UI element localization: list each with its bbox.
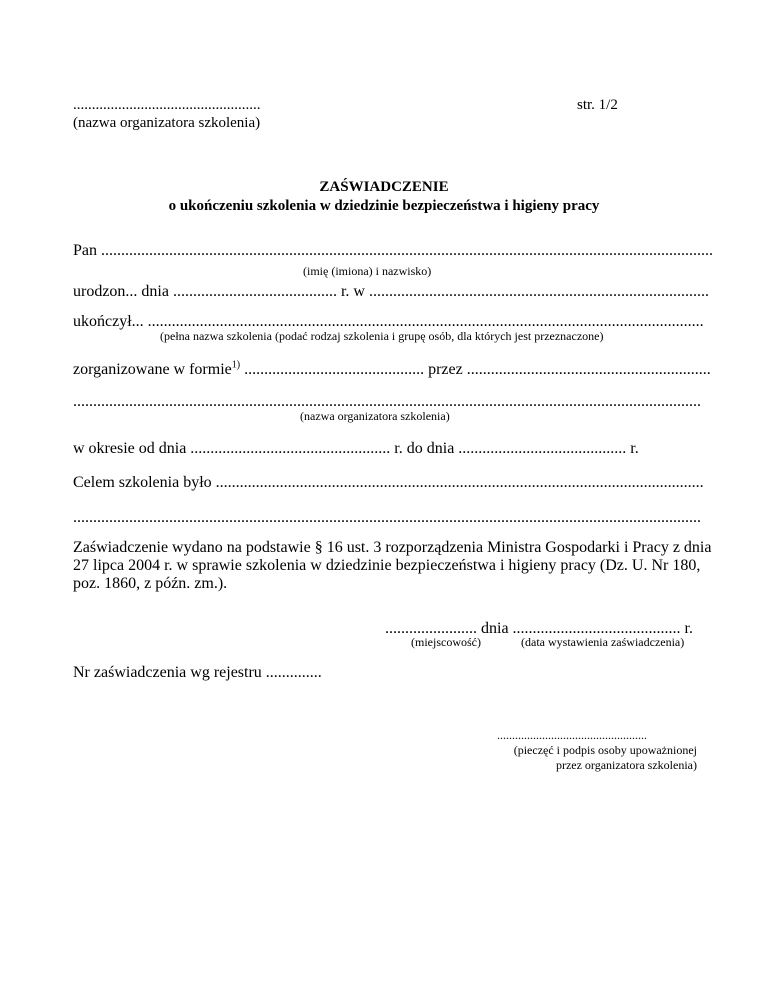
training-purpose-line: Celem szkolenia było .......................................................................................................................... <box>73 474 704 491</box>
document-title: ZAŚWIADCZENIE <box>319 179 449 195</box>
registry-number-line: Nr zaświadczenia wg rejestru .............. <box>73 664 322 681</box>
organizer-caption: (nazwa organizatora szkolenia) <box>300 409 450 423</box>
signature-caption-line-1: (pieczęć i podpis osoby upoważnionej <box>513 743 697 757</box>
legal-basis-line-1: Zaświadczenie wydano na podstawie § 16 ust. 3 rozporządzenia Ministra Gospodarki i Pracy z dnia <box>73 539 712 556</box>
birth-line: urodzon... dnia ......................................... r. w ..................................................................................... <box>73 283 709 300</box>
signature-caption-line-2: przez organizatora szkolenia) <box>555 758 697 772</box>
date-caption: (data wystawienia zaświadczenia) <box>521 635 685 649</box>
page-number: str. 1/2 <box>577 97 618 113</box>
training-purpose-line-2: ............................................................................................................................................................. <box>73 509 701 526</box>
signature-field: .................................................. <box>497 728 647 742</box>
legal-basis-line-2: 27 lipca 2004 r. w sprawie szkolenia w dziedzinie bezpieczeństwa i higieny pracy (Dz. U. Nr 180, <box>73 557 701 574</box>
name-caption: (imię (imiona) i nazwisko) <box>303 264 432 278</box>
training-form-line <box>73 359 711 378</box>
training-form-dots: ............................................. przez ............................................................. <box>240 361 711 378</box>
organizer-name-field: .................................................. <box>73 97 261 113</box>
organizer-name-caption: (nazwa organizatora szkolenia) <box>73 115 261 131</box>
legal-basis-line-3: poz. 1860, z późn. zm.). <box>73 575 228 592</box>
training-name-caption: (pełna nazwa szkolenia (podać rodzaj szkolenia i grupę osób, dla których jest przeznaczone) <box>160 329 604 343</box>
place-date-line: ....................... dnia .......................................... r. <box>385 620 693 637</box>
training-completed-line: ukończył... ........................................................................................................................................... <box>73 313 704 330</box>
footnote-marker: 1) <box>231 359 241 371</box>
document-subtitle: o ukończeniu szkolenia w dziedzinie bezpieczeństwa i higieny pracy <box>168 198 600 214</box>
training-period-line: w okresie od dnia .................................................. r. do dnia .......................................... r. <box>73 440 639 457</box>
organizer-line: ............................................................................................................................................................. <box>73 393 701 410</box>
training-form-label: zorganizowane w formie <box>73 361 232 378</box>
name-line: Pan ......................................................................................................................................................... <box>73 242 713 259</box>
place-caption: (miejscowość) <box>411 635 481 649</box>
